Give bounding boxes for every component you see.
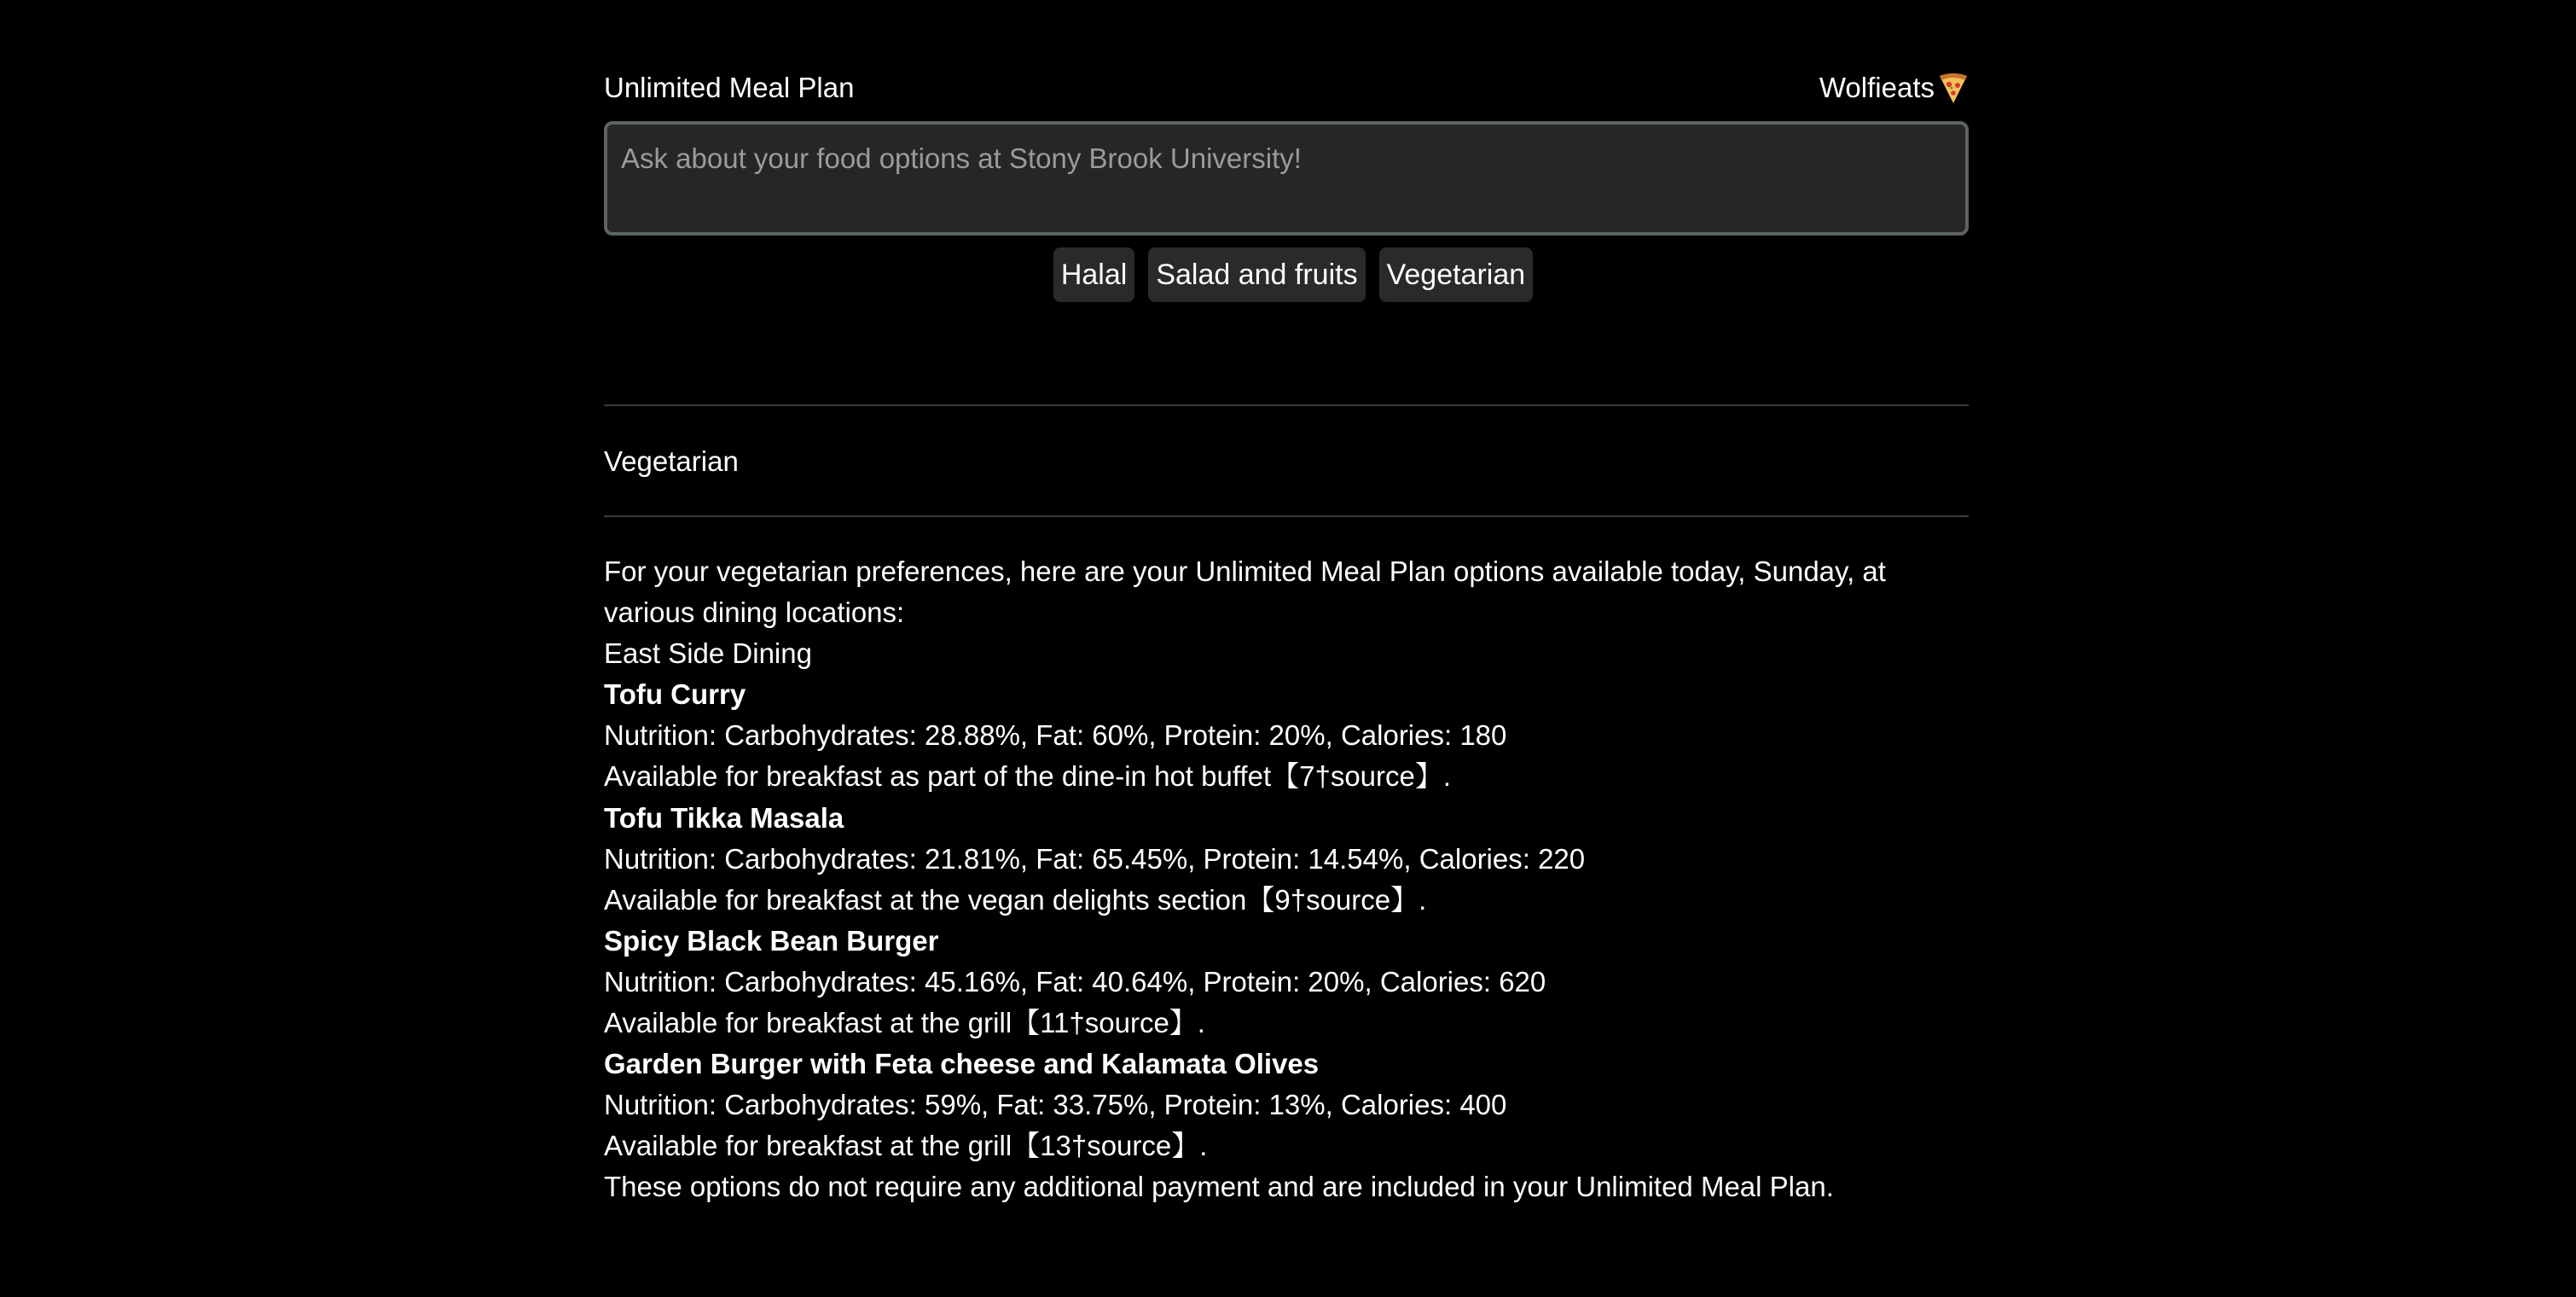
divider-top (604, 404, 1969, 406)
response-location: East Side Dining (604, 637, 812, 670)
menu-item-name: Tofu Curry (604, 678, 746, 711)
response-closing: These options do not require any additional payment and are included in your Unlimited Meal Plan. (604, 1171, 1834, 1203)
response-intro: For your vegetarian preferences, here are your Unlimited Meal Plan options available today, Sunday, at various dining locations: (604, 555, 1886, 629)
menu-item-name: Tofu Tikka Masala (604, 801, 844, 834)
menu-item-nutrition: Nutrition: Carbohydrates: 28.88%, Fat: 60%, Protein: 20%, Calories: 180 (604, 719, 1507, 752)
menu-item-name: Spicy Black Bean Burger (604, 924, 939, 957)
menu-item-availability: Available for breakfast at the grill【11†source】. (604, 1007, 1205, 1039)
menu-item-availability: Available for breakfast as part of the dine-in hot buffet【7†source】. (604, 760, 1452, 793)
user-query: Vegetarian (604, 445, 739, 477)
menu-item-availability: Available for breakfast at the grill【13†source】. (604, 1130, 1208, 1162)
suggestion-chip-salad-and-fruits[interactable]: Salad and fruits (1148, 247, 1365, 302)
brand (1819, 67, 1969, 109)
suggestion-chip-vegetarian[interactable]: Vegetarian (1379, 247, 1534, 302)
meal-plan-title: Unlimited Meal Plan (604, 72, 855, 103)
divider-bottom (604, 515, 1969, 517)
search-box (604, 121, 1969, 236)
menu-item-name: Garden Burger with Feta cheese and Kalamata Olives (604, 1048, 1320, 1080)
assistant-response (604, 551, 1969, 1208)
menu-item-nutrition: Nutrition: Carbohydrates: 45.16%, Fat: 40.64%, Protein: 20%, Calories: 620 (604, 965, 1546, 997)
search-input[interactable] (621, 142, 1952, 218)
menu-item-nutrition: Nutrition: Carbohydrates: 59%, Fat: 33.75%, Protein: 13%, Calories: 400 (604, 1089, 1507, 1121)
brand-name: Wolfieats (1819, 72, 1935, 103)
menu-item-availability: Available for breakfast at the vegan delights section【9†source】. (604, 883, 1427, 916)
menu-item-nutrition: Nutrition: Carbohydrates: 21.81%, Fat: 65.45%, Protein: 14.54%, Calories: 220 (604, 842, 1586, 875)
suggestion-chip-halal[interactable]: Halal (1053, 247, 1134, 302)
suggestion-chips (604, 247, 1969, 302)
header (604, 67, 1969, 109)
pizza-icon (1936, 71, 1969, 105)
